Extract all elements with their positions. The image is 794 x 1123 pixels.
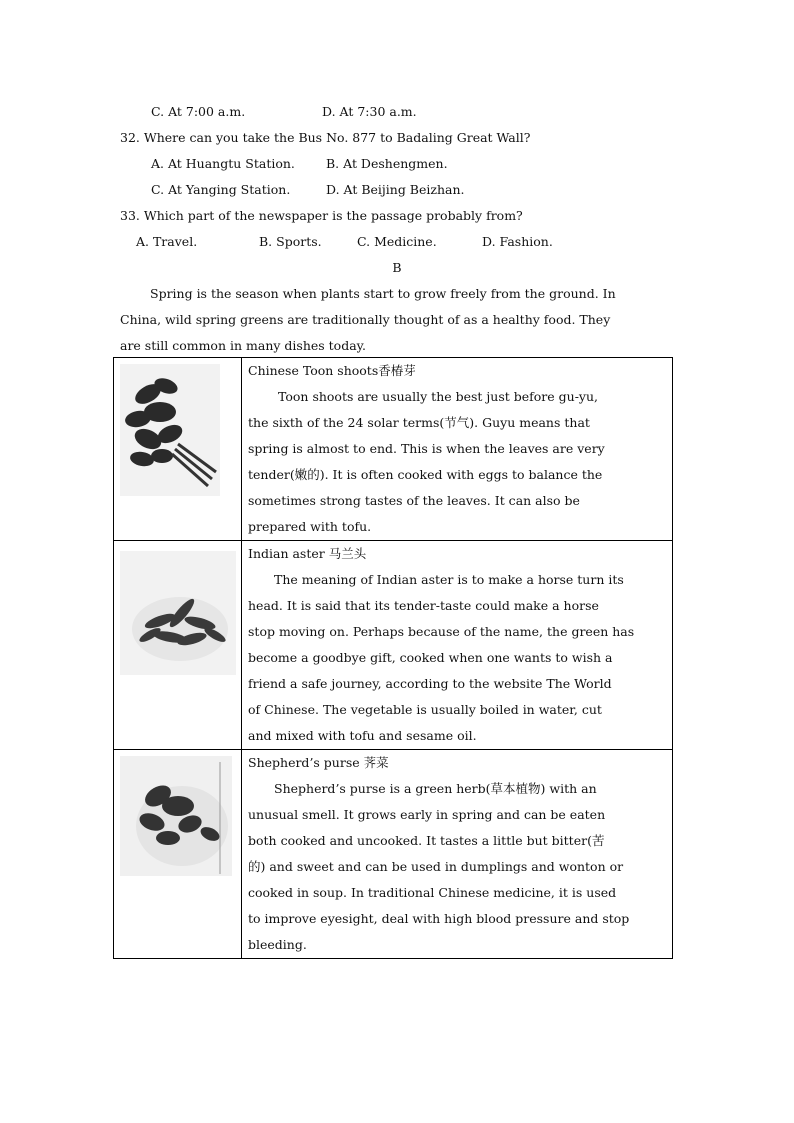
- q33-option-d: D. Fashion.: [482, 234, 553, 249]
- q32-option-a: A. At Huangtu Station.: [151, 156, 295, 171]
- green-text-line: unusual smell. It grows early in spring and can be eaten: [248, 807, 606, 822]
- toon-shoots-photo: [120, 364, 220, 496]
- shepherd-text-cell: [242, 750, 673, 959]
- shepherds-purse-photo: [120, 756, 232, 876]
- green-title: Indian aster 马兰头: [248, 546, 367, 561]
- intro-line: are still common in many dishes today.: [120, 338, 367, 353]
- q32-stem: 32. Where can you take the Bus No. 877 to Badaling Great Wall?: [120, 130, 531, 145]
- q31-option-d: D. At 7:30 a.m.: [322, 104, 417, 119]
- green-text-line: and mixed with tofu and sesame oil.: [248, 728, 477, 743]
- q33-option-c: C. Medicine.: [357, 234, 437, 249]
- green-title: Chinese Toon shoots香椿芽: [248, 363, 416, 378]
- green-text-line: spring is almost to end. This is when the leaves are very: [248, 441, 605, 456]
- table-row: [114, 541, 673, 750]
- table-row: [114, 750, 673, 959]
- q33-option-a: A. Travel.: [136, 234, 198, 249]
- green-text-line: 的) and sweet and can be used in dumplings and wonton or: [248, 859, 624, 874]
- aster-photo-cell: [114, 541, 242, 750]
- green-text-line: the sixth of the 24 solar terms(节气). Guyu means that: [248, 415, 590, 430]
- aster-text-cell: [242, 541, 673, 750]
- green-text-line: Shepherd’s purse is a green herb(草本植物) with an: [274, 781, 597, 796]
- green-text-line: The meaning of Indian aster is to make a horse turn its: [274, 572, 624, 587]
- q32-option-c: C. At Yanging Station.: [151, 182, 291, 197]
- green-text-line: become a goodbye gift, cooked when one wants to wish a: [248, 650, 613, 665]
- green-text-line: tender(嫩的). It is often cooked with eggs to balance the: [248, 467, 603, 482]
- green-text-line: prepared with tofu.: [248, 519, 372, 534]
- q32-option-b: B. At Deshengmen.: [326, 156, 448, 171]
- green-text-line: to improve eyesight, deal with high blood pressure and stop: [248, 911, 630, 926]
- green-text-line: sometimes strong tastes of the leaves. It can also be: [248, 493, 580, 508]
- q32-option-d: D. At Beijing Beizhan.: [326, 182, 465, 197]
- green-text-line: friend a safe journey, according to the website The World: [248, 676, 612, 691]
- green-text-line: of Chinese. The vegetable is usually boiled in water, cut: [248, 702, 602, 717]
- table-row: [114, 358, 673, 541]
- toon-photo-cell: [114, 358, 242, 541]
- green-text-line: cooked in soup. In traditional Chinese medicine, it is used: [248, 885, 617, 900]
- q33-option-b: B. Sports.: [259, 234, 322, 249]
- intro-paragraph: [120, 281, 670, 359]
- q31-option-c: C. At 7:00 a.m.: [151, 104, 246, 119]
- green-text-line: Toon shoots are usually the best just before gu-yu,: [278, 389, 599, 404]
- indian-aster-photo: [120, 551, 236, 675]
- greens-table: [113, 357, 673, 959]
- toon-text-cell: [242, 358, 673, 541]
- green-text-line: bleeding.: [248, 937, 307, 952]
- green-text-line: stop moving on. Perhaps because of the name, the green has: [248, 624, 635, 639]
- shepherd-photo-cell: [114, 750, 242, 959]
- section-heading: B: [392, 260, 402, 275]
- q33-stem: 33. Which part of the newspaper is the passage probably from?: [120, 208, 523, 223]
- intro-line: Spring is the season when plants start to grow freely from the ground. In: [150, 286, 616, 301]
- green-title: Shepherd’s purse 荠菜: [248, 755, 389, 770]
- intro-line: China, wild spring greens are traditionally thought of as a healthy food. They: [120, 312, 611, 327]
- green-text-line: both cooked and uncooked. It tastes a little but bitter(苦: [248, 833, 605, 848]
- green-text-line: head. It is said that its tender-taste could make a horse: [248, 598, 599, 613]
